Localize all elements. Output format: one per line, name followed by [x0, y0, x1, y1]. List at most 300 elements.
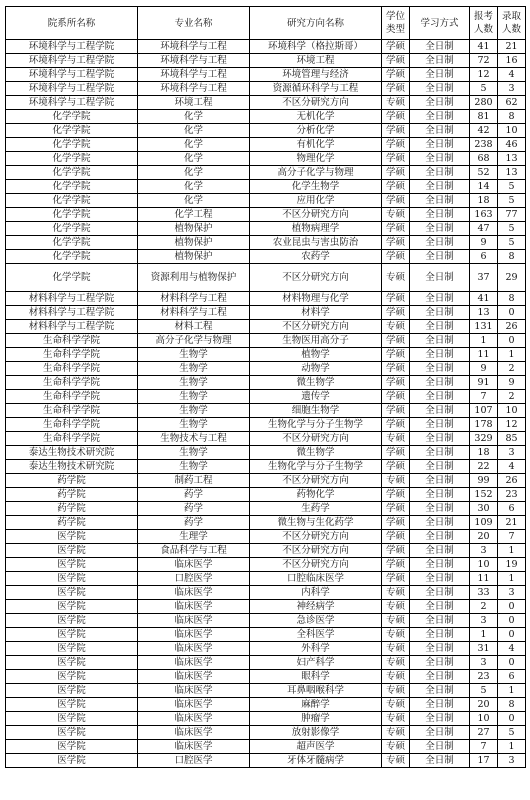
cell-admitted: 0	[498, 334, 526, 348]
cell-study-mode: 全日制	[410, 418, 470, 432]
cell-degree-type: 学硕	[382, 516, 410, 530]
cell-degree-type: 学硕	[382, 250, 410, 264]
cell-major: 生物学	[138, 362, 250, 376]
cell-major: 环境科学与工程	[138, 40, 250, 54]
cell-study-mode: 全日制	[410, 264, 470, 292]
cell-major: 生物学	[138, 376, 250, 390]
cell-study-mode: 全日制	[410, 488, 470, 502]
cell-degree-type: 学硕	[382, 418, 410, 432]
cell-research-direction: 细胞生物学	[250, 404, 382, 418]
cell-research-direction: 肿瘤学	[250, 712, 382, 726]
cell-research-direction: 植物学	[250, 348, 382, 362]
table-row	[6, 614, 526, 628]
cell-major: 化学	[138, 180, 250, 194]
cell-degree-type: 学硕	[382, 40, 410, 54]
cell-degree-type: 学硕	[382, 166, 410, 180]
cell-department: 环境科学与工程学院	[6, 40, 138, 54]
table-row	[6, 474, 526, 488]
cell-major: 化学	[138, 110, 250, 124]
cell-study-mode: 全日制	[410, 180, 470, 194]
cell-degree-type: 学硕	[382, 110, 410, 124]
table-row	[6, 306, 526, 320]
cell-research-direction: 妇产科学	[250, 656, 382, 670]
cell-major: 临床医学	[138, 656, 250, 670]
cell-major: 材料科学与工程	[138, 306, 250, 320]
cell-research-direction: 微生物与生化药学	[250, 516, 382, 530]
cell-major: 植物保护	[138, 250, 250, 264]
cell-research-direction: 遗传学	[250, 390, 382, 404]
cell-major: 化学	[138, 166, 250, 180]
table-row	[6, 194, 526, 208]
table-row	[6, 544, 526, 558]
cell-major: 资源利用与植物保护	[138, 264, 250, 292]
cell-department: 医学院	[6, 670, 138, 684]
cell-degree-type: 专硕	[382, 264, 410, 292]
cell-research-direction: 口腔临床医学	[250, 572, 382, 586]
table-row	[6, 446, 526, 460]
table-row	[6, 656, 526, 670]
cell-admitted: 1	[498, 684, 526, 698]
cell-department: 材料科学与工程学院	[6, 306, 138, 320]
cell-degree-type: 学硕	[382, 390, 410, 404]
cell-applicants: 7	[470, 740, 498, 754]
cell-applicants: 20	[470, 530, 498, 544]
cell-admitted: 85	[498, 432, 526, 446]
cell-applicants: 18	[470, 446, 498, 460]
cell-applicants: 22	[470, 460, 498, 474]
cell-research-direction: 高分子化学与物理	[250, 166, 382, 180]
cell-applicants: 81	[470, 110, 498, 124]
cell-degree-type: 学硕	[382, 54, 410, 68]
cell-study-mode: 全日制	[410, 124, 470, 138]
cell-research-direction: 不区分研究方向	[250, 320, 382, 334]
cell-department: 化学学院	[6, 250, 138, 264]
cell-research-direction: 神经病学	[250, 600, 382, 614]
cell-admitted: 5	[498, 194, 526, 208]
table-row	[6, 54, 526, 68]
cell-major: 临床医学	[138, 600, 250, 614]
cell-research-direction: 农业昆虫与害虫防治	[250, 236, 382, 250]
cell-admitted: 0	[498, 306, 526, 320]
cell-department: 医学院	[6, 544, 138, 558]
cell-research-direction: 耳鼻咽喉科学	[250, 684, 382, 698]
cell-applicants: 30	[470, 502, 498, 516]
cell-department: 医学院	[6, 642, 138, 656]
cell-admitted: 9	[498, 376, 526, 390]
cell-admitted: 21	[498, 516, 526, 530]
cell-admitted: 0	[498, 628, 526, 642]
table-row	[6, 390, 526, 404]
cell-department: 生命科学学院	[6, 432, 138, 446]
cell-department: 医学院	[6, 740, 138, 754]
cell-department: 药学院	[6, 516, 138, 530]
cell-degree-type: 学硕	[382, 502, 410, 516]
header-degree-type: 学位类型	[382, 7, 410, 40]
cell-research-direction: 不区分研究方向	[250, 474, 382, 488]
cell-admitted: 4	[498, 68, 526, 82]
cell-applicants: 1	[470, 628, 498, 642]
cell-study-mode: 全日制	[410, 320, 470, 334]
cell-applicants: 7	[470, 390, 498, 404]
cell-applicants: 178	[470, 418, 498, 432]
header-department: 院系所名称	[6, 7, 138, 40]
cell-degree-type: 专硕	[382, 726, 410, 740]
cell-applicants: 9	[470, 362, 498, 376]
cell-research-direction: 动物学	[250, 362, 382, 376]
cell-research-direction: 植物病理学	[250, 222, 382, 236]
cell-major: 临床医学	[138, 586, 250, 600]
cell-research-direction: 物理化学	[250, 152, 382, 166]
cell-applicants: 6	[470, 250, 498, 264]
cell-research-direction: 无机化学	[250, 110, 382, 124]
cell-department: 环境科学与工程学院	[6, 82, 138, 96]
cell-major: 临床医学	[138, 558, 250, 572]
cell-degree-type: 专硕	[382, 600, 410, 614]
table-row	[6, 40, 526, 54]
table-row	[6, 334, 526, 348]
cell-research-direction: 环境工程	[250, 54, 382, 68]
cell-degree-type: 学硕	[382, 138, 410, 152]
table-row	[6, 362, 526, 376]
cell-major: 化学	[138, 124, 250, 138]
cell-department: 化学学院	[6, 208, 138, 222]
cell-major: 化学工程	[138, 208, 250, 222]
cell-research-direction: 不区分研究方向	[250, 208, 382, 222]
table-row	[6, 432, 526, 446]
cell-study-mode: 全日制	[410, 68, 470, 82]
cell-study-mode: 全日制	[410, 558, 470, 572]
cell-degree-type: 专硕	[382, 586, 410, 600]
cell-major: 化学	[138, 138, 250, 152]
cell-major: 食品科学与工程	[138, 544, 250, 558]
cell-applicants: 68	[470, 152, 498, 166]
table-row	[6, 460, 526, 474]
cell-admitted: 3	[498, 446, 526, 460]
cell-applicants: 5	[470, 684, 498, 698]
cell-department: 环境科学与工程学院	[6, 54, 138, 68]
cell-major: 化学	[138, 152, 250, 166]
cell-department: 材料科学与工程学院	[6, 292, 138, 306]
cell-major: 生物技术与工程	[138, 432, 250, 446]
cell-applicants: 91	[470, 376, 498, 390]
cell-study-mode: 全日制	[410, 684, 470, 698]
table-row	[6, 68, 526, 82]
cell-department: 生命科学学院	[6, 334, 138, 348]
cell-department: 环境科学与工程学院	[6, 96, 138, 110]
table-row	[6, 488, 526, 502]
table-row	[6, 628, 526, 642]
table-row	[6, 404, 526, 418]
cell-study-mode: 全日制	[410, 656, 470, 670]
cell-applicants: 72	[470, 54, 498, 68]
cell-admitted: 3	[498, 586, 526, 600]
cell-admitted: 2	[498, 390, 526, 404]
cell-study-mode: 全日制	[410, 404, 470, 418]
cell-admitted: 10	[498, 404, 526, 418]
table-row	[6, 558, 526, 572]
cell-degree-type: 专硕	[382, 740, 410, 754]
cell-admitted: 5	[498, 180, 526, 194]
table-row	[6, 138, 526, 152]
cell-applicants: 3	[470, 656, 498, 670]
cell-admitted: 26	[498, 320, 526, 334]
cell-department: 环境科学与工程学院	[6, 68, 138, 82]
cell-admitted: 6	[498, 670, 526, 684]
cell-research-direction: 眼科学	[250, 670, 382, 684]
cell-department: 化学学院	[6, 152, 138, 166]
cell-study-mode: 全日制	[410, 138, 470, 152]
cell-major: 口腔医学	[138, 572, 250, 586]
table-row	[6, 250, 526, 264]
cell-degree-type: 专硕	[382, 754, 410, 768]
cell-department: 医学院	[6, 558, 138, 572]
cell-study-mode: 全日制	[410, 334, 470, 348]
cell-major: 环境科学与工程	[138, 68, 250, 82]
cell-department: 化学学院	[6, 264, 138, 292]
cell-applicants: 99	[470, 474, 498, 488]
cell-degree-type: 专硕	[382, 670, 410, 684]
cell-degree-type: 学硕	[382, 222, 410, 236]
cell-major: 药学	[138, 488, 250, 502]
cell-department: 医学院	[6, 698, 138, 712]
cell-admitted: 5	[498, 222, 526, 236]
cell-major: 化学	[138, 194, 250, 208]
cell-admitted: 0	[498, 614, 526, 628]
cell-research-direction: 应用化学	[250, 194, 382, 208]
cell-study-mode: 全日制	[410, 348, 470, 362]
cell-department: 生命科学学院	[6, 348, 138, 362]
cell-study-mode: 全日制	[410, 628, 470, 642]
cell-applicants: 20	[470, 698, 498, 712]
cell-degree-type: 学硕	[382, 124, 410, 138]
cell-admitted: 8	[498, 698, 526, 712]
table-row	[6, 600, 526, 614]
cell-major: 材料工程	[138, 320, 250, 334]
cell-department: 医学院	[6, 586, 138, 600]
table-row	[6, 502, 526, 516]
cell-study-mode: 全日制	[410, 516, 470, 530]
table-row	[6, 726, 526, 740]
cell-department: 生命科学学院	[6, 376, 138, 390]
cell-research-direction: 不区分研究方向	[250, 96, 382, 110]
table-row	[6, 110, 526, 124]
cell-degree-type: 学硕	[382, 306, 410, 320]
cell-department: 医学院	[6, 572, 138, 586]
table-row	[6, 96, 526, 110]
cell-admitted: 8	[498, 250, 526, 264]
cell-study-mode: 全日制	[410, 614, 470, 628]
cell-major: 生物学	[138, 348, 250, 362]
cell-research-direction: 材料学	[250, 306, 382, 320]
cell-study-mode: 全日制	[410, 40, 470, 54]
cell-study-mode: 全日制	[410, 432, 470, 446]
cell-study-mode: 全日制	[410, 754, 470, 768]
cell-major: 生物学	[138, 446, 250, 460]
cell-study-mode: 全日制	[410, 376, 470, 390]
table-row	[6, 418, 526, 432]
cell-study-mode: 全日制	[410, 586, 470, 600]
cell-study-mode: 全日制	[410, 726, 470, 740]
cell-major: 临床医学	[138, 740, 250, 754]
cell-applicants: 27	[470, 726, 498, 740]
cell-degree-type: 专硕	[382, 712, 410, 726]
cell-degree-type: 专硕	[382, 628, 410, 642]
cell-study-mode: 全日制	[410, 712, 470, 726]
table-row	[6, 180, 526, 194]
cell-degree-type: 专硕	[382, 656, 410, 670]
cell-degree-type: 学硕	[382, 530, 410, 544]
cell-degree-type: 专硕	[382, 432, 410, 446]
cell-major: 生物学	[138, 390, 250, 404]
cell-admitted: 4	[498, 460, 526, 474]
cell-admitted: 7	[498, 530, 526, 544]
cell-major: 材料科学与工程	[138, 292, 250, 306]
table-row	[6, 586, 526, 600]
cell-major: 临床医学	[138, 698, 250, 712]
table-row	[6, 670, 526, 684]
cell-applicants: 107	[470, 404, 498, 418]
cell-admitted: 3	[498, 82, 526, 96]
cell-research-direction: 环境科学（格拉斯哥）	[250, 40, 382, 54]
table-row	[6, 208, 526, 222]
table-row	[6, 516, 526, 530]
cell-admitted: 77	[498, 208, 526, 222]
cell-admitted: 13	[498, 152, 526, 166]
cell-applicants: 131	[470, 320, 498, 334]
cell-degree-type: 学硕	[382, 544, 410, 558]
cell-study-mode: 全日制	[410, 698, 470, 712]
table-row	[6, 684, 526, 698]
table-row	[6, 754, 526, 768]
cell-study-mode: 全日制	[410, 110, 470, 124]
table-row	[6, 348, 526, 362]
cell-major: 生物学	[138, 404, 250, 418]
cell-admitted: 21	[498, 40, 526, 54]
cell-degree-type: 学硕	[382, 362, 410, 376]
cell-research-direction: 资源循环科学与工程	[250, 82, 382, 96]
table-row	[6, 698, 526, 712]
cell-admitted: 1	[498, 740, 526, 754]
table-body	[6, 40, 526, 768]
cell-degree-type: 学硕	[382, 334, 410, 348]
cell-admitted: 13	[498, 166, 526, 180]
cell-admitted: 2	[498, 362, 526, 376]
table-row	[6, 740, 526, 754]
table-row	[6, 320, 526, 334]
cell-research-direction: 微生物学	[250, 446, 382, 460]
table-row	[6, 292, 526, 306]
cell-research-direction: 外科学	[250, 642, 382, 656]
cell-major: 生物学	[138, 460, 250, 474]
cell-study-mode: 全日制	[410, 600, 470, 614]
cell-admitted: 12	[498, 418, 526, 432]
cell-admitted: 4	[498, 642, 526, 656]
cell-study-mode: 全日制	[410, 390, 470, 404]
cell-degree-type: 学硕	[382, 180, 410, 194]
table-row	[6, 376, 526, 390]
cell-degree-type: 学硕	[382, 446, 410, 460]
cell-degree-type: 专硕	[382, 474, 410, 488]
table-row	[6, 166, 526, 180]
cell-research-direction: 内科学	[250, 586, 382, 600]
cell-admitted: 0	[498, 712, 526, 726]
cell-major: 环境科学与工程	[138, 54, 250, 68]
cell-degree-type: 学硕	[382, 194, 410, 208]
cell-research-direction: 有机化学	[250, 138, 382, 152]
cell-degree-type: 专硕	[382, 208, 410, 222]
cell-department: 医学院	[6, 600, 138, 614]
cell-department: 医学院	[6, 684, 138, 698]
header-row	[6, 7, 526, 40]
cell-applicants: 5	[470, 82, 498, 96]
cell-major: 口腔医学	[138, 754, 250, 768]
cell-department: 医学院	[6, 614, 138, 628]
cell-admitted: 10	[498, 124, 526, 138]
cell-admitted: 46	[498, 138, 526, 152]
cell-major: 临床医学	[138, 628, 250, 642]
cell-degree-type: 学硕	[382, 68, 410, 82]
cell-admitted: 26	[498, 474, 526, 488]
cell-study-mode: 全日制	[410, 642, 470, 656]
cell-study-mode: 全日制	[410, 530, 470, 544]
cell-applicants: 1	[470, 334, 498, 348]
cell-applicants: 47	[470, 222, 498, 236]
cell-degree-type: 专硕	[382, 96, 410, 110]
cell-applicants: 11	[470, 572, 498, 586]
cell-applicants: 109	[470, 516, 498, 530]
cell-department: 医学院	[6, 712, 138, 726]
cell-research-direction: 不区分研究方向	[250, 530, 382, 544]
table-row	[6, 222, 526, 236]
cell-applicants: 238	[470, 138, 498, 152]
cell-study-mode: 全日制	[410, 572, 470, 586]
cell-major: 临床医学	[138, 670, 250, 684]
cell-admitted: 62	[498, 96, 526, 110]
cell-research-direction: 农药学	[250, 250, 382, 264]
cell-department: 化学学院	[6, 138, 138, 152]
cell-study-mode: 全日制	[410, 54, 470, 68]
cell-degree-type: 学硕	[382, 404, 410, 418]
cell-research-direction: 不区分研究方向	[250, 544, 382, 558]
cell-study-mode: 全日制	[410, 166, 470, 180]
cell-study-mode: 全日制	[410, 82, 470, 96]
header-study-mode: 学习方式	[410, 7, 470, 40]
cell-degree-type: 学硕	[382, 348, 410, 362]
cell-applicants: 17	[470, 754, 498, 768]
cell-department: 化学学院	[6, 124, 138, 138]
cell-admitted: 3	[498, 754, 526, 768]
cell-applicants: 10	[470, 558, 498, 572]
cell-department: 化学学院	[6, 110, 138, 124]
cell-major: 临床医学	[138, 726, 250, 740]
table-row	[6, 264, 526, 292]
cell-research-direction: 生物化学与分子生物学	[250, 460, 382, 474]
cell-department: 生命科学学院	[6, 404, 138, 418]
header-major: 专业名称	[138, 7, 250, 40]
cell-department: 泰达生物技术研究院	[6, 446, 138, 460]
cell-applicants: 23	[470, 670, 498, 684]
cell-department: 生命科学学院	[6, 418, 138, 432]
cell-admitted: 23	[498, 488, 526, 502]
cell-admitted: 19	[498, 558, 526, 572]
cell-research-direction: 不区分研究方向	[250, 432, 382, 446]
cell-applicants: 37	[470, 264, 498, 292]
cell-department: 医学院	[6, 628, 138, 642]
cell-major: 临床医学	[138, 712, 250, 726]
cell-degree-type: 学硕	[382, 460, 410, 474]
cell-department: 化学学院	[6, 180, 138, 194]
cell-applicants: 329	[470, 432, 498, 446]
